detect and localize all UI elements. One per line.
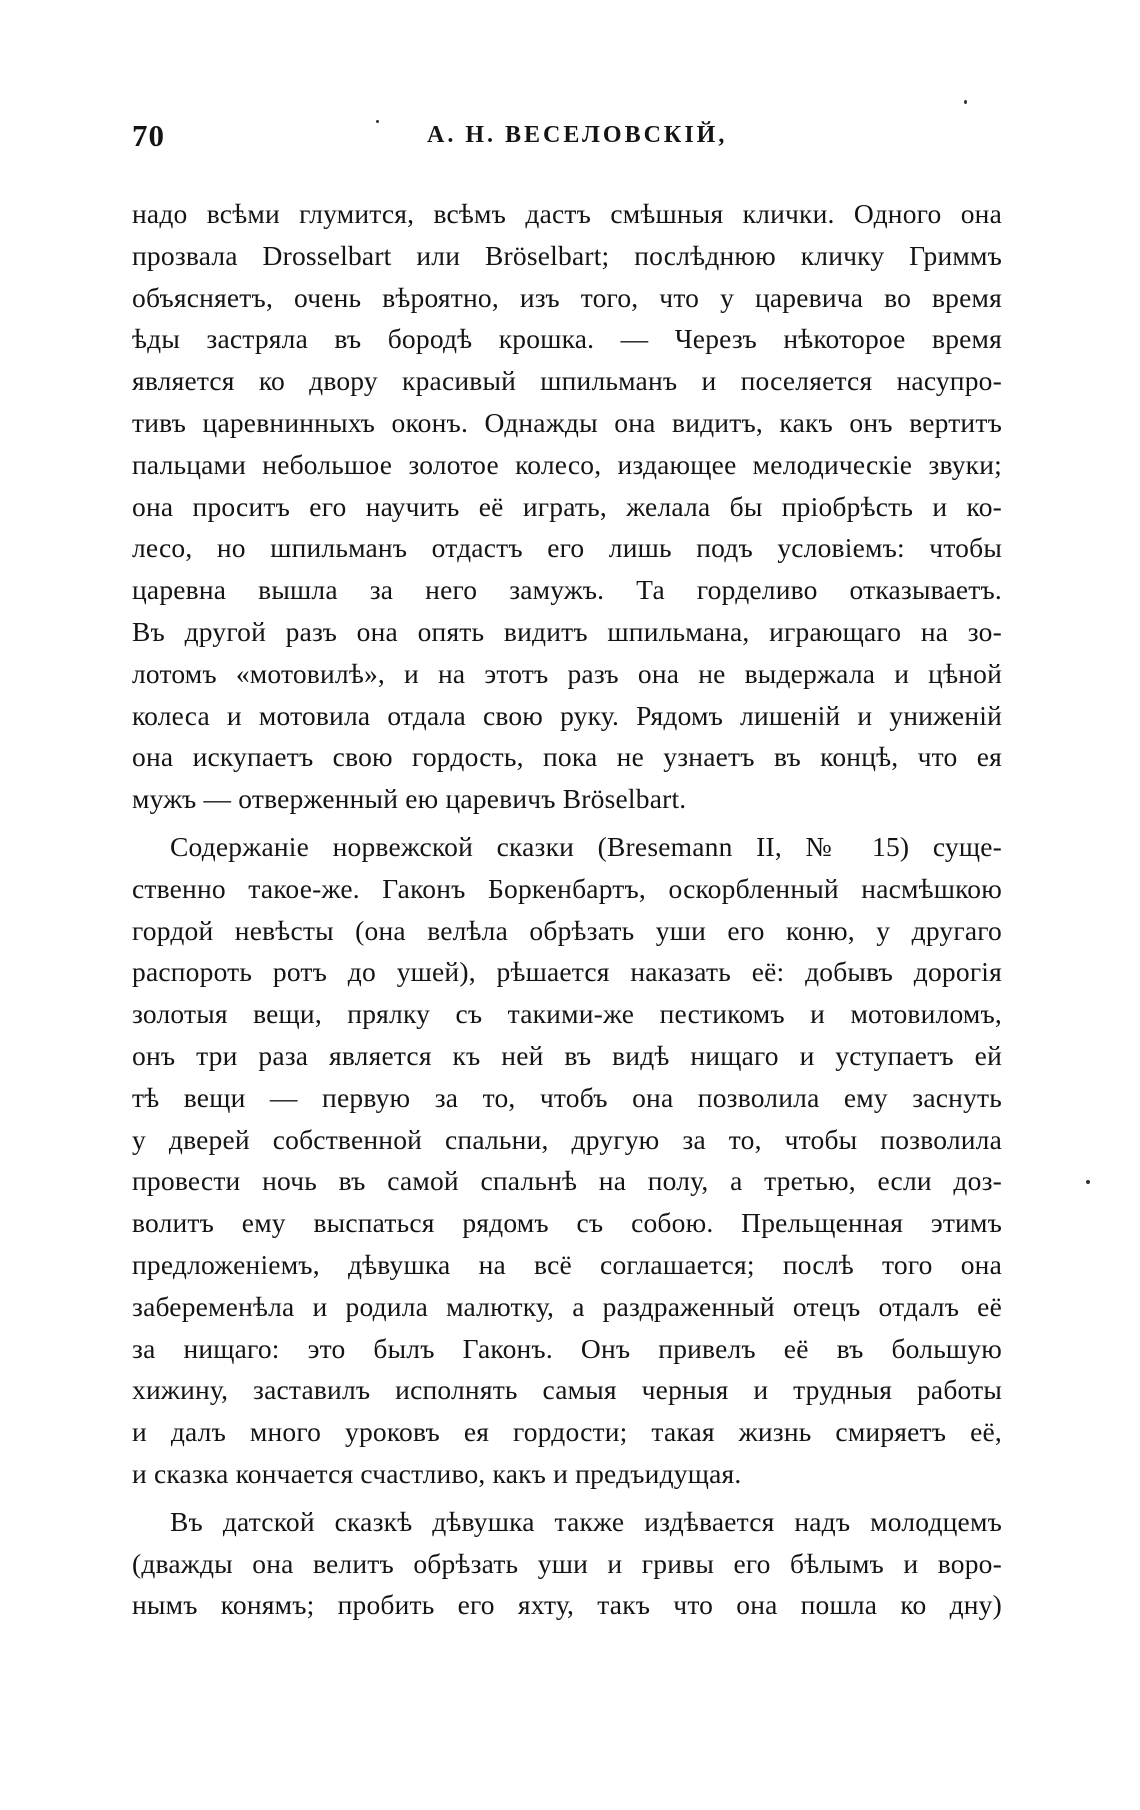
text-line: предложеніемъ, дѣвушка на всё соглашается; послѣ того она xyxy=(132,1248,1002,1280)
text-line: нымъ конямъ; пробить его яхту, такъ что она пошла ко дну) xyxy=(132,1589,1002,1621)
text-line: колеса и мотовила отдала свою руку. Рядомъ лишеній и униженій xyxy=(132,699,1002,731)
text-line: провести ночь въ самой спальнѣ на полу, а третью, если доз- xyxy=(132,1165,1002,1197)
text-line: объясняетъ, очень вѣроятно, изъ того, что у царевича во время xyxy=(132,281,1002,313)
text-line: прозвала Drosselbart или Bröselbart; послѣднюю кличку Гриммъ xyxy=(132,239,1002,271)
text-line: она проситъ его научить её играть, желала бы пріобрѣсть и ко- xyxy=(132,490,1002,522)
text-line: гордой невѣсты (она велѣла обрѣзать уши его коню, у другаго xyxy=(132,914,1002,946)
print-speck xyxy=(964,100,967,104)
text-line: царевна вышла за него замужъ. Та горделиво отказываетъ. xyxy=(132,574,1002,606)
text-line: ственно такое-же. Гаконъ Боркенбартъ, оскорбленный насмѣшкою xyxy=(132,872,1002,904)
paragraph xyxy=(132,826,1002,1495)
text-line: Въ датской сказкѣ дѣвушка также издѣвается надъ молодцемъ xyxy=(170,1505,1002,1537)
print-speck xyxy=(376,120,379,123)
text-line: за нищаго: это былъ Гаконъ. Онъ привелъ её въ большую xyxy=(132,1332,1002,1364)
text-line: золотыя вещи, прялку съ такими-же пестикомъ и мотовиломъ, xyxy=(132,998,1002,1030)
text-line: Содержаніе норвежской сказки (Bresemann II, № 15) суще- xyxy=(170,830,1002,862)
paragraph xyxy=(132,193,1002,820)
text-line: забеременѣла и родила малютку, а раздраженный отецъ отдалъ её xyxy=(132,1290,1002,1322)
running-head: А. Н. ВЕСЕЛОВСКІЙ, xyxy=(427,122,728,148)
text-line: (дважды она велитъ обрѣзать уши и гривы его бѣлымъ и воро- xyxy=(132,1547,1002,1579)
text-line: она искупаетъ свою гордость, пока не узнаетъ въ концѣ, что ея xyxy=(132,741,1002,773)
text-line: мужъ — отверженный ею царевичъ Bröselbart. xyxy=(132,783,687,815)
text-line: пальцами небольшое золотое колесо, издающее мелодическіе звуки; xyxy=(132,448,1002,480)
text-line: хижину, заставилъ исполнять самыя черныя и трудныя работы xyxy=(132,1374,1002,1406)
body-text xyxy=(132,193,1002,1626)
text-line: является ко двору красивый шпильманъ и поселяется насупро- xyxy=(132,365,1002,397)
print-speck xyxy=(1086,1180,1090,1184)
text-line: Въ другой разъ она опять видитъ шпильмана, играющаго на зо- xyxy=(132,615,1002,647)
text-line: тѣ вещи — первую за то, чтобъ она позволила ему заснуть xyxy=(132,1081,1002,1113)
text-line: тивъ царевнинныхъ оконъ. Однажды она видитъ, какъ онъ вертитъ xyxy=(132,406,1002,438)
text-line: волитъ ему выспаться рядомъ съ собою. Прельщенная этимъ xyxy=(132,1207,1002,1239)
page-number: 70 xyxy=(132,118,165,153)
page-header xyxy=(132,118,1002,158)
text-line: распороть ротъ до ушей), рѣшается наказать её: добывъ дорогія xyxy=(132,956,1002,988)
text-line: ѣды застряла въ бородѣ крошка. — Черезъ нѣкоторое время xyxy=(132,323,1002,355)
text-line: лесо, но шпильманъ отдастъ его лишь подъ условіемъ: чтобы xyxy=(132,532,1002,564)
text-line: и сказка кончается счастливо, какъ и предъидущая. xyxy=(132,1457,742,1489)
text-line: лотомъ «мотовилѣ», и на этотъ разъ она не выдержала и цѣной xyxy=(132,657,1002,689)
text-line: надо всѣми глумится, всѣмъ дастъ смѣшныя клички. Одного она xyxy=(132,198,1002,229)
text-line: онъ три раза является къ ней въ видѣ нищаго и уступаетъ ей xyxy=(132,1039,1002,1071)
paragraph xyxy=(132,1501,1002,1626)
text-line: и далъ много уроковъ ея гордости; такая жизнь смиряетъ её, xyxy=(132,1416,1002,1448)
text-line: у дверей собственной спальни, другую за то, чтобы позволила xyxy=(132,1123,1002,1155)
